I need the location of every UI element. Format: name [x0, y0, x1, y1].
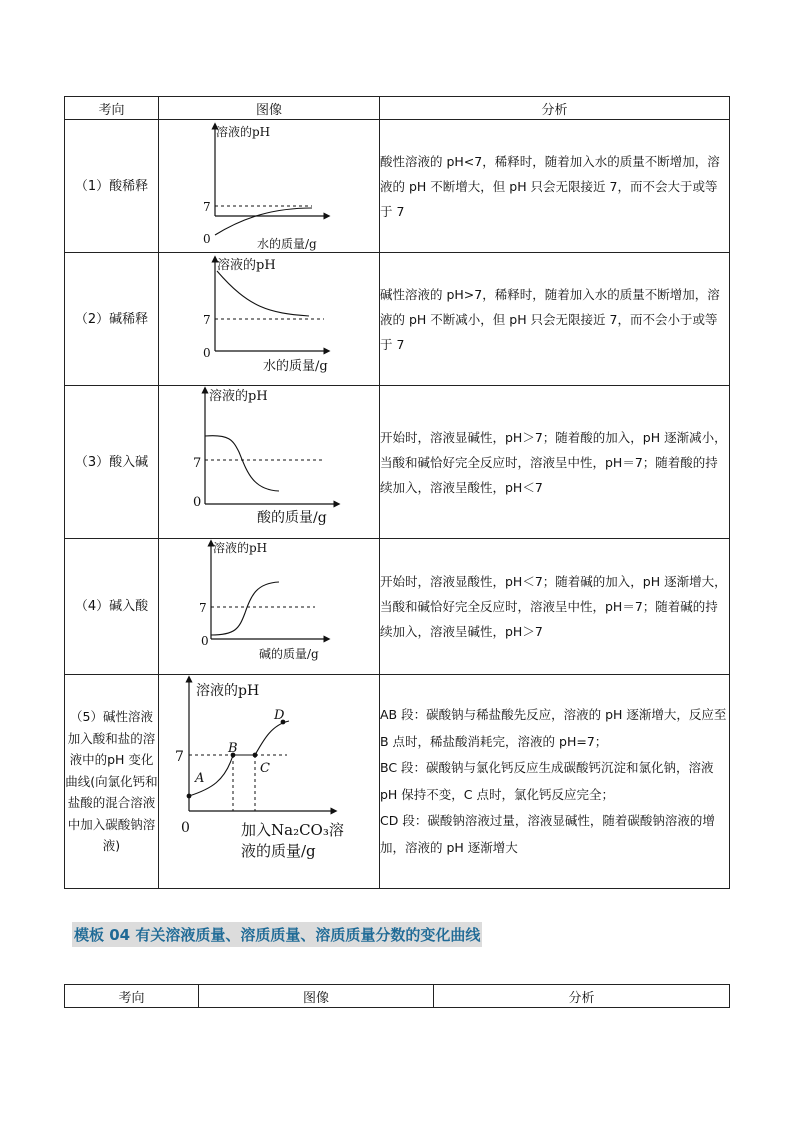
- point-c-label: C: [260, 761, 270, 776]
- header-analysis: 分析: [434, 985, 730, 1008]
- tick-7: 7: [193, 456, 202, 471]
- tick-7: 7: [199, 601, 207, 615]
- table-row: [65, 386, 730, 539]
- row-category: （1）酸稀释: [65, 120, 159, 253]
- y-axis-label: 溶液的pH: [217, 258, 276, 273]
- ph-curve: [217, 271, 309, 316]
- point-b-label: B: [228, 741, 238, 756]
- table-header-row: [65, 985, 730, 1008]
- x-axis-label: 水的质量/g: [263, 359, 328, 374]
- row-analysis: [380, 253, 730, 386]
- header-category: 考向: [65, 97, 159, 120]
- section-heading: 模板 04 有关溶液质量、溶质质量、溶质质量分数的变化曲线: [72, 922, 482, 947]
- y-axis-label: 溶液的pH: [213, 541, 268, 555]
- header-graph: 图像: [199, 985, 434, 1008]
- y-axis-label: 溶液的pH: [196, 683, 260, 699]
- origin-label: 0: [181, 820, 190, 836]
- table-row: [65, 539, 730, 675]
- analysis-text: 开始时，溶液显酸性，pH＜7；随着碱的加入，pH 逐渐增大，当酸和碱恰好完全反应时，溶液呈中性，pH＝7；随着碱的持续加入，溶液呈碱性，pH＞7: [380, 574, 727, 639]
- ph-graph-acid-dilution: [159, 120, 380, 253]
- ph-curve: [205, 436, 279, 491]
- tick-7: 7: [175, 749, 184, 765]
- row-analysis: [380, 386, 730, 539]
- header-graph: 图像: [159, 97, 380, 120]
- ph-curve: [215, 208, 312, 235]
- point-a-marker: [187, 794, 192, 799]
- header-category: 考向: [65, 985, 199, 1008]
- x-axis-label: 水的质量/g: [257, 237, 317, 251]
- origin-label: 0: [203, 346, 211, 360]
- table-row: [65, 120, 730, 253]
- analysis-text: 酸性溶液的 pH<7，稀释时，随着加入水的质量不断增加，溶液的 pH 不断增大，但 pH 只会无限接近 7，而不会大于或等于 7: [380, 153, 720, 219]
- analysis-ab: AB 段：碳酸钠与稀盐酸先反应，溶液的 pH 逐渐增大，反应至 B 点时，稀盐酸消耗完，溶液的 pH=7；: [380, 707, 727, 749]
- origin-label: 0: [193, 495, 202, 510]
- ph-curve: [211, 582, 279, 635]
- row-category: （4）碱入酸: [65, 539, 159, 675]
- ph-graph-base-into-acid: [159, 539, 380, 675]
- point-d-label: D: [274, 708, 285, 723]
- analysis-text: 碱性溶液的 pH>7，稀释时，随着加入水的质量不断增加，溶液的 pH 不断减小，但 pH 只会无限接近 7，而不会小于或等于 7: [380, 286, 720, 352]
- y-axis-label: 溶液的pH: [216, 125, 271, 139]
- x-axis-label: 碱的质量/g: [259, 647, 319, 661]
- row-analysis: [380, 675, 730, 889]
- analysis-cd: CD 段：碳酸钠溶液过量，溶液显碱性，随着碳酸钠溶液的增加，溶液的 pH 逐渐增大: [380, 813, 715, 855]
- tick-7: 7: [203, 313, 211, 327]
- x-axis-label-line2: 液的质量/g: [241, 842, 316, 860]
- ph-graph-na2co3-into-mixture: [159, 675, 380, 889]
- table-row: [65, 675, 730, 889]
- curve-cd: [255, 721, 289, 755]
- x-axis-label-line1: 加入Na₂CO₃溶: [241, 821, 344, 839]
- origin-label: 0: [201, 634, 209, 648]
- table-header-row: [65, 97, 730, 120]
- row-analysis: [380, 120, 730, 253]
- point-a-label: A: [195, 771, 205, 786]
- solution-mass-table: [64, 984, 730, 1008]
- ph-graph-acid-into-base: [159, 386, 380, 539]
- analysis-text: 开始时，溶液显碱性，pH＞7；随着酸的加入，pH 逐渐减小，当酸和碱恰好完全反应时，溶液呈中性，pH＝7；随着酸的持续加入，溶液呈酸性，pH＜7: [380, 429, 727, 495]
- x-axis-label: 酸的质量/g: [257, 510, 327, 526]
- row-category: （2）碱稀释: [65, 253, 159, 386]
- table-row: [65, 253, 730, 386]
- y-axis-label: 溶液的pH: [209, 389, 268, 404]
- row-category: （3）酸入碱: [65, 386, 159, 539]
- row-category: （5）碱性溶液加入酸和盐的溶液中的pH 变化曲线(向氯化钙和盐酸的混合溶液中加入碳酸钠溶液): [65, 675, 159, 889]
- point-c-marker: [253, 753, 258, 758]
- row-analysis: [380, 539, 730, 675]
- ph-curve-table: [64, 96, 730, 889]
- origin-label: 0: [203, 232, 211, 246]
- analysis-bc: BC 段：碳酸钠与氯化钙反应生成碳酸钙沉淀和氯化钠，溶液 pH 保持不变，C 点时，氯化钙反应完全；: [380, 760, 714, 802]
- ph-graph-base-dilution: [159, 253, 380, 386]
- tick-7: 7: [203, 200, 211, 214]
- header-analysis: 分析: [380, 97, 730, 120]
